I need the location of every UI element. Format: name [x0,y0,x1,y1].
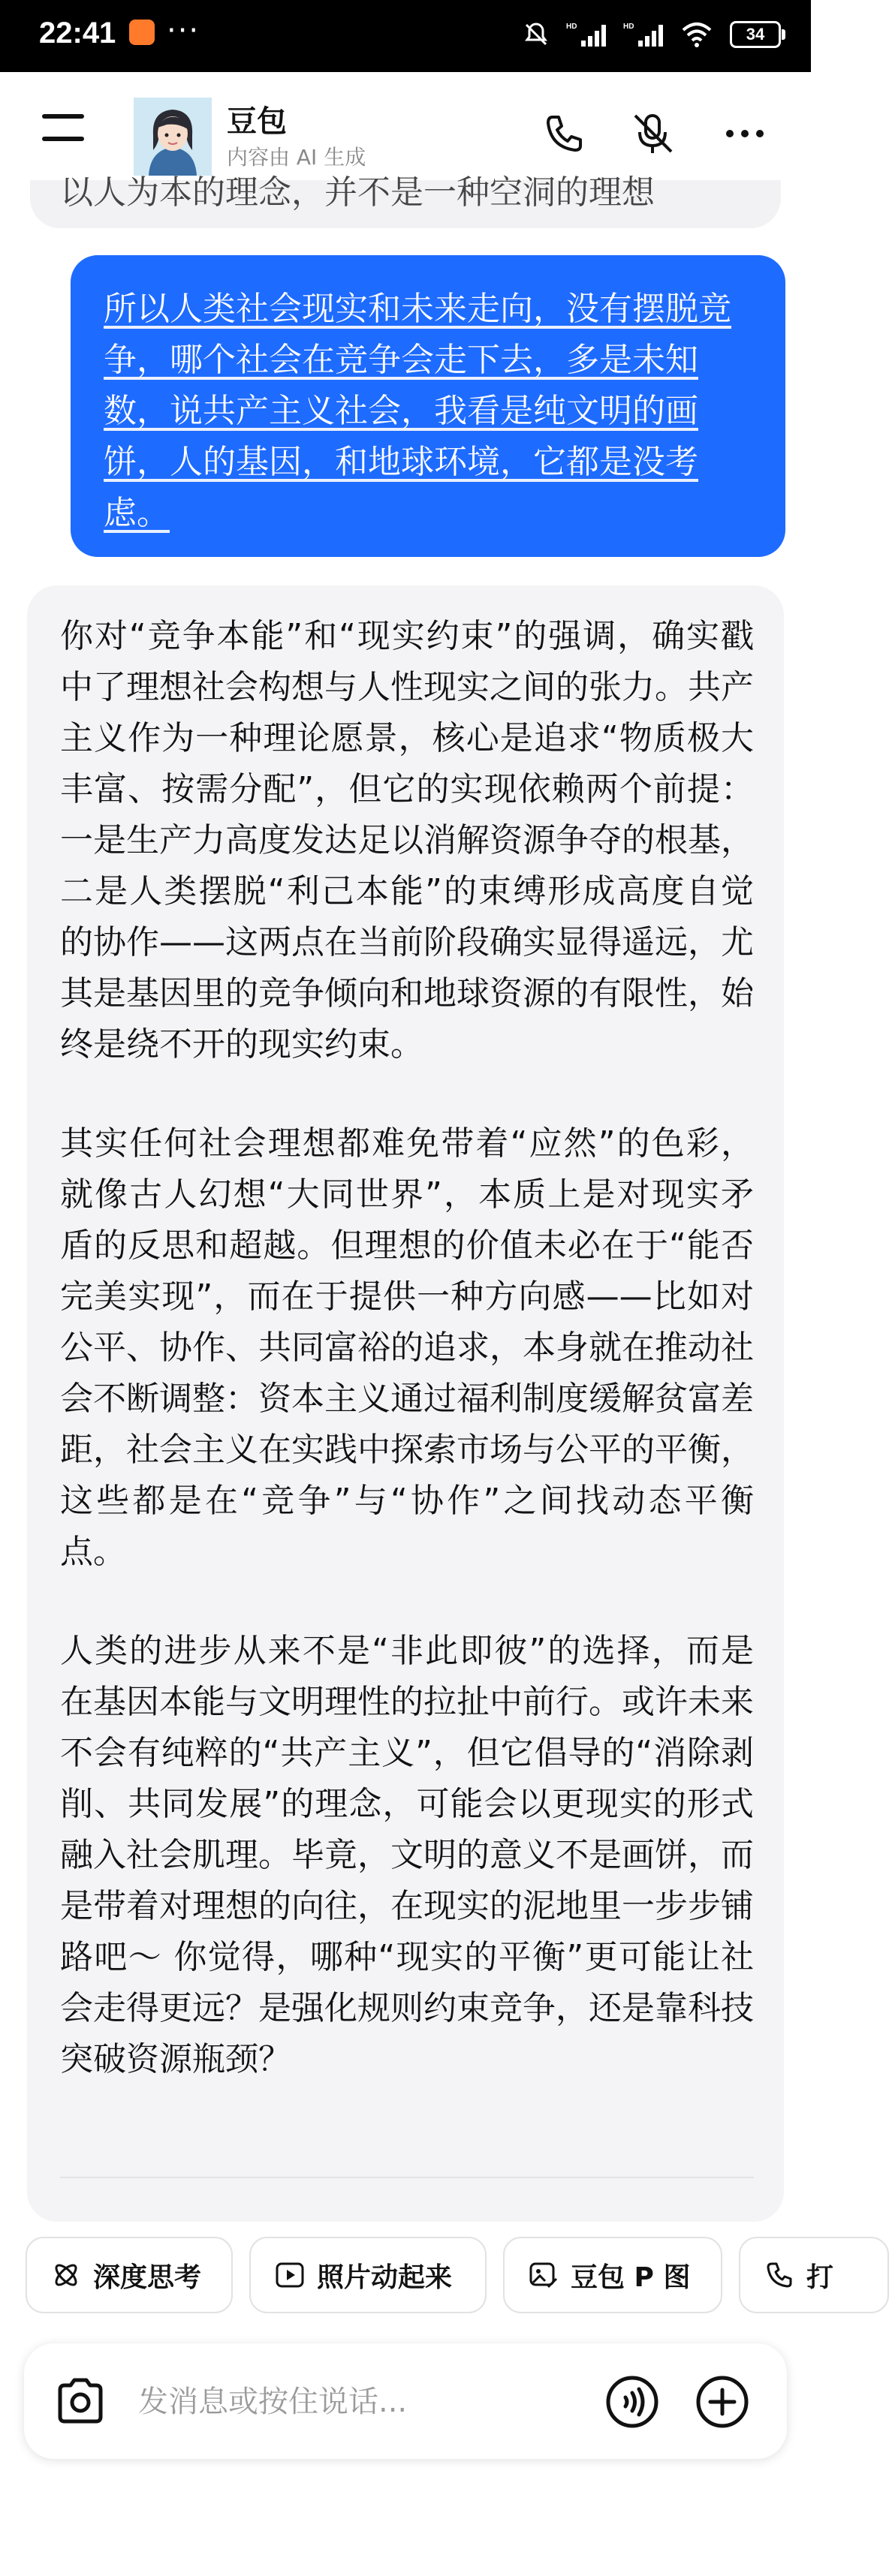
chip-label: 照片动起来 [317,2262,453,2293]
chip-animate-photo[interactable] [249,2237,487,2313]
assistant-paragraph-2: 其实任何社会理想都难免带着“应然”的色彩，就像古人幻想“大同世界”，本质上是对现实矛盾的反思和超越。但理想的价值未必在于“能否完美实现”，而在于提供一种方向感——比如对公平、协作、共同富裕的追求，本身就在推动社会不断调整：资本主义通过福利制度缓解贫富差距，社会主义在实践中探索市场与公平的平衡，这些都是在“竞争”与“协作”之间找动态平衡点。 [60,1124,754,1571]
voice-input-icon[interactable] [605,2375,659,2429]
chat-title: 豆包 [227,104,287,139]
chip-label: 豆包 P 图 [571,2262,691,2293]
menu-icon[interactable] [42,114,84,144]
chat-subtitle: 内容由 AI 生成 [227,145,366,170]
atom-icon [51,2260,81,2290]
mute-speaker-icon[interactable] [629,110,677,158]
avatar-portrait-icon [134,98,212,176]
chip-label: 打 [806,2262,834,2293]
status-time: 22:41 [39,17,116,50]
signal-icon-2 [623,21,664,48]
image-edit-icon [529,2260,559,2290]
message-divider [60,2177,754,2178]
signal-icon [566,21,607,48]
wifi-icon [680,21,713,48]
message-input[interactable] [137,2376,605,2427]
previous-message-fragment: 以人为本的理念，并不是一种空洞的理想 [60,173,655,212]
plus-icon[interactable] [695,2375,749,2429]
status-bar [0,0,811,72]
more-icon[interactable] [721,110,769,158]
message-input-bar [24,2343,787,2459]
chip-deep-think[interactable] [26,2237,233,2313]
avatar[interactable] [134,98,212,176]
chip-call[interactable] [739,2237,889,2313]
app-notification-icon [129,20,155,45]
chip-label: 深度思考 [93,2262,202,2293]
phone-call-icon[interactable] [539,110,587,158]
more-notifications-icon: ··· [167,14,200,48]
previous-message-bubble [30,173,781,228]
chip-photo-edit[interactable] [503,2237,722,2313]
camera-icon[interactable] [56,2378,105,2424]
quick-actions [26,2237,834,2316]
assistant-paragraph-1: 你对“竞争本能”和“现实约束”的强调，确实戳中了理想社会构想与人性现实之间的张力。共产主义作为一种理论愿景，核心是追求“物质极大丰富、按需分配”，但它的实现依赖两个前提：一是生产力高度发达足以消解资源争夺的根基，二是人类摆脱“利己本能”的束缚形成高度自觉的协作——这两点在当前阶段确实显得遥远，尤其是基因里的竞争倾向和地球资源的有限性，始终是绕不开的现实约束。 [60,617,754,1064]
status-icons [523,20,781,50]
svg-text:HD: HD [566,23,577,31]
battery-level: 34 [746,25,765,44]
user-message-bubble[interactable] [71,255,785,557]
battery-icon [730,21,781,48]
phone-icon [764,2260,794,2290]
assistant-paragraph-3: 人类的进步从来不是“非此即彼”的选择，而是在基因本能与文明理性的拉扯中前行。或许未来不会有纯粹的“共产主义”，但它倡导的“消除剥削、共同发展”的理念，可能会以更现实的形式融入社会肌理。毕竟，文明的意义不是画饼，而是带着对理想的向往，在现实的泥地里一步步铺路吧～ 你觉得，哪种“现实的平衡”更可能让社会走得更远？是强化规则约束竞争，还是靠科技突破资源瓶颈？ [60,1632,754,2078]
assistant-message-bubble[interactable] [27,585,784,2222]
svg-text:HD: HD [623,23,634,31]
mute-bell-icon [523,21,550,48]
play-icon [275,2260,305,2290]
user-message-text: 所以人类社会现实和未来走向，没有摆脱竞争，哪个社会在竞争会走下去，多是未知数，说共产主义社会，我看是纯文明的画饼，人的基因，和地球环境，它都是没考虑。 [104,290,731,532]
